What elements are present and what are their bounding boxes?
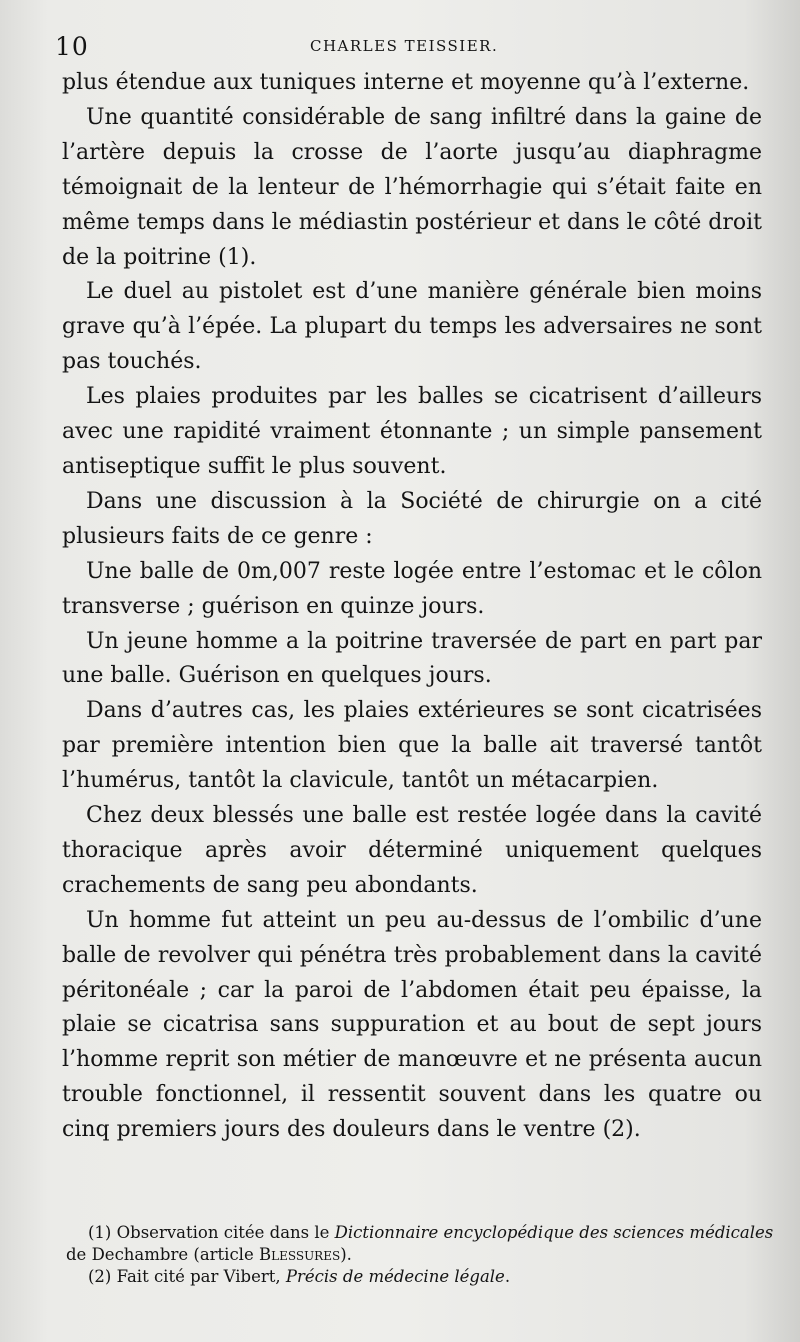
footnote-title: Dictionnaire encyclopédique des sciences médicales [334,1223,774,1242]
footnote-2 [66,1266,778,1288]
paragraph: Un homme fut atteint un peu au-dessus de l’ombilic d’une balle de revolver qui pénétra très probablement dans la cavité péritonéale ; car la paroi de l’abdomen était peu épaisse, la plaie se cicatrisa sans suppuration et au bout de sept jours l’homme reprit son métier de manœuvre et ne présenta aucun trouble fonctionnel, il ressentit souvent dans les quatre ou cinq premiers jours des douleurs dans le ventre (2). [62,907,762,1143]
footnote-1 [66,1222,778,1266]
footnotes [66,1222,778,1288]
footnote-end: . [504,1267,511,1286]
paragraph: Une quantité considérable de sang infiltré dans la gaine de l’artère depuis la crosse de l’aorte jusqu’au diaphragme témoignait de la lenteur de l’hémorrhagie qui s’était faite en même temps dans le médiastin postérieur et dans le côté droit de la poitrine (1). [62,104,762,270]
footnote-end: ). [340,1245,352,1264]
body-text [62,66,762,1148]
paragraph: Une balle de 0m,007 reste logée entre l’estomac et le côlon transverse ; guérison en quinze jours. [62,558,762,619]
page-number: 10 [55,32,89,61]
footnote-title: Précis de médecine légale [285,1267,505,1286]
footnote-marker: (1) [88,1223,112,1242]
page-header [55,32,760,62]
footnote-text: Observation citée dans le [116,1223,330,1242]
paragraph: Les plaies produites par les balles se cicatrisent d’ailleurs avec une rapidité vraiment étonnante ; un simple pansement antiseptique suffit le plus souvent. [62,384,762,479]
footnote-text: Fait cité par Vibert, [116,1267,281,1286]
footnote-text: de Dechambre (article [66,1245,254,1264]
running-head: CHARLES TEISSIER. [310,37,499,55]
footnote-marker: (2) [88,1267,112,1286]
paragraph: Le duel au pistolet est d’une manière générale bien moins grave qu’à l’épée. La plupart du temps les adversaires ne sont pas touchés. [62,279,762,375]
footnote-article: Blessures [258,1245,341,1264]
paragraph: Chez deux blessés une balle est restée logée dans la cavité thoracique après avoir déterminé uniquement quelques crachements de sang peu abondants. [62,803,762,898]
paragraph: Dans d’autres cas, les plaies extérieures se sont cicatrisées par première intention bien que la balle ait traversé tantôt l’humérus, tantôt la clavicule, tantôt un métacarpien. [62,698,762,794]
paragraph: plus étendue aux tuniques interne et moyenne qu’à l’externe. [62,70,750,95]
paragraph: Dans une discussion à la Société de chirurgie on a cité plusieurs faits de ce genre : [62,488,762,549]
paragraph: Un jeune homme a la poitrine traversée de part en part par une balle. Guérison en quelques jours. [62,628,762,689]
